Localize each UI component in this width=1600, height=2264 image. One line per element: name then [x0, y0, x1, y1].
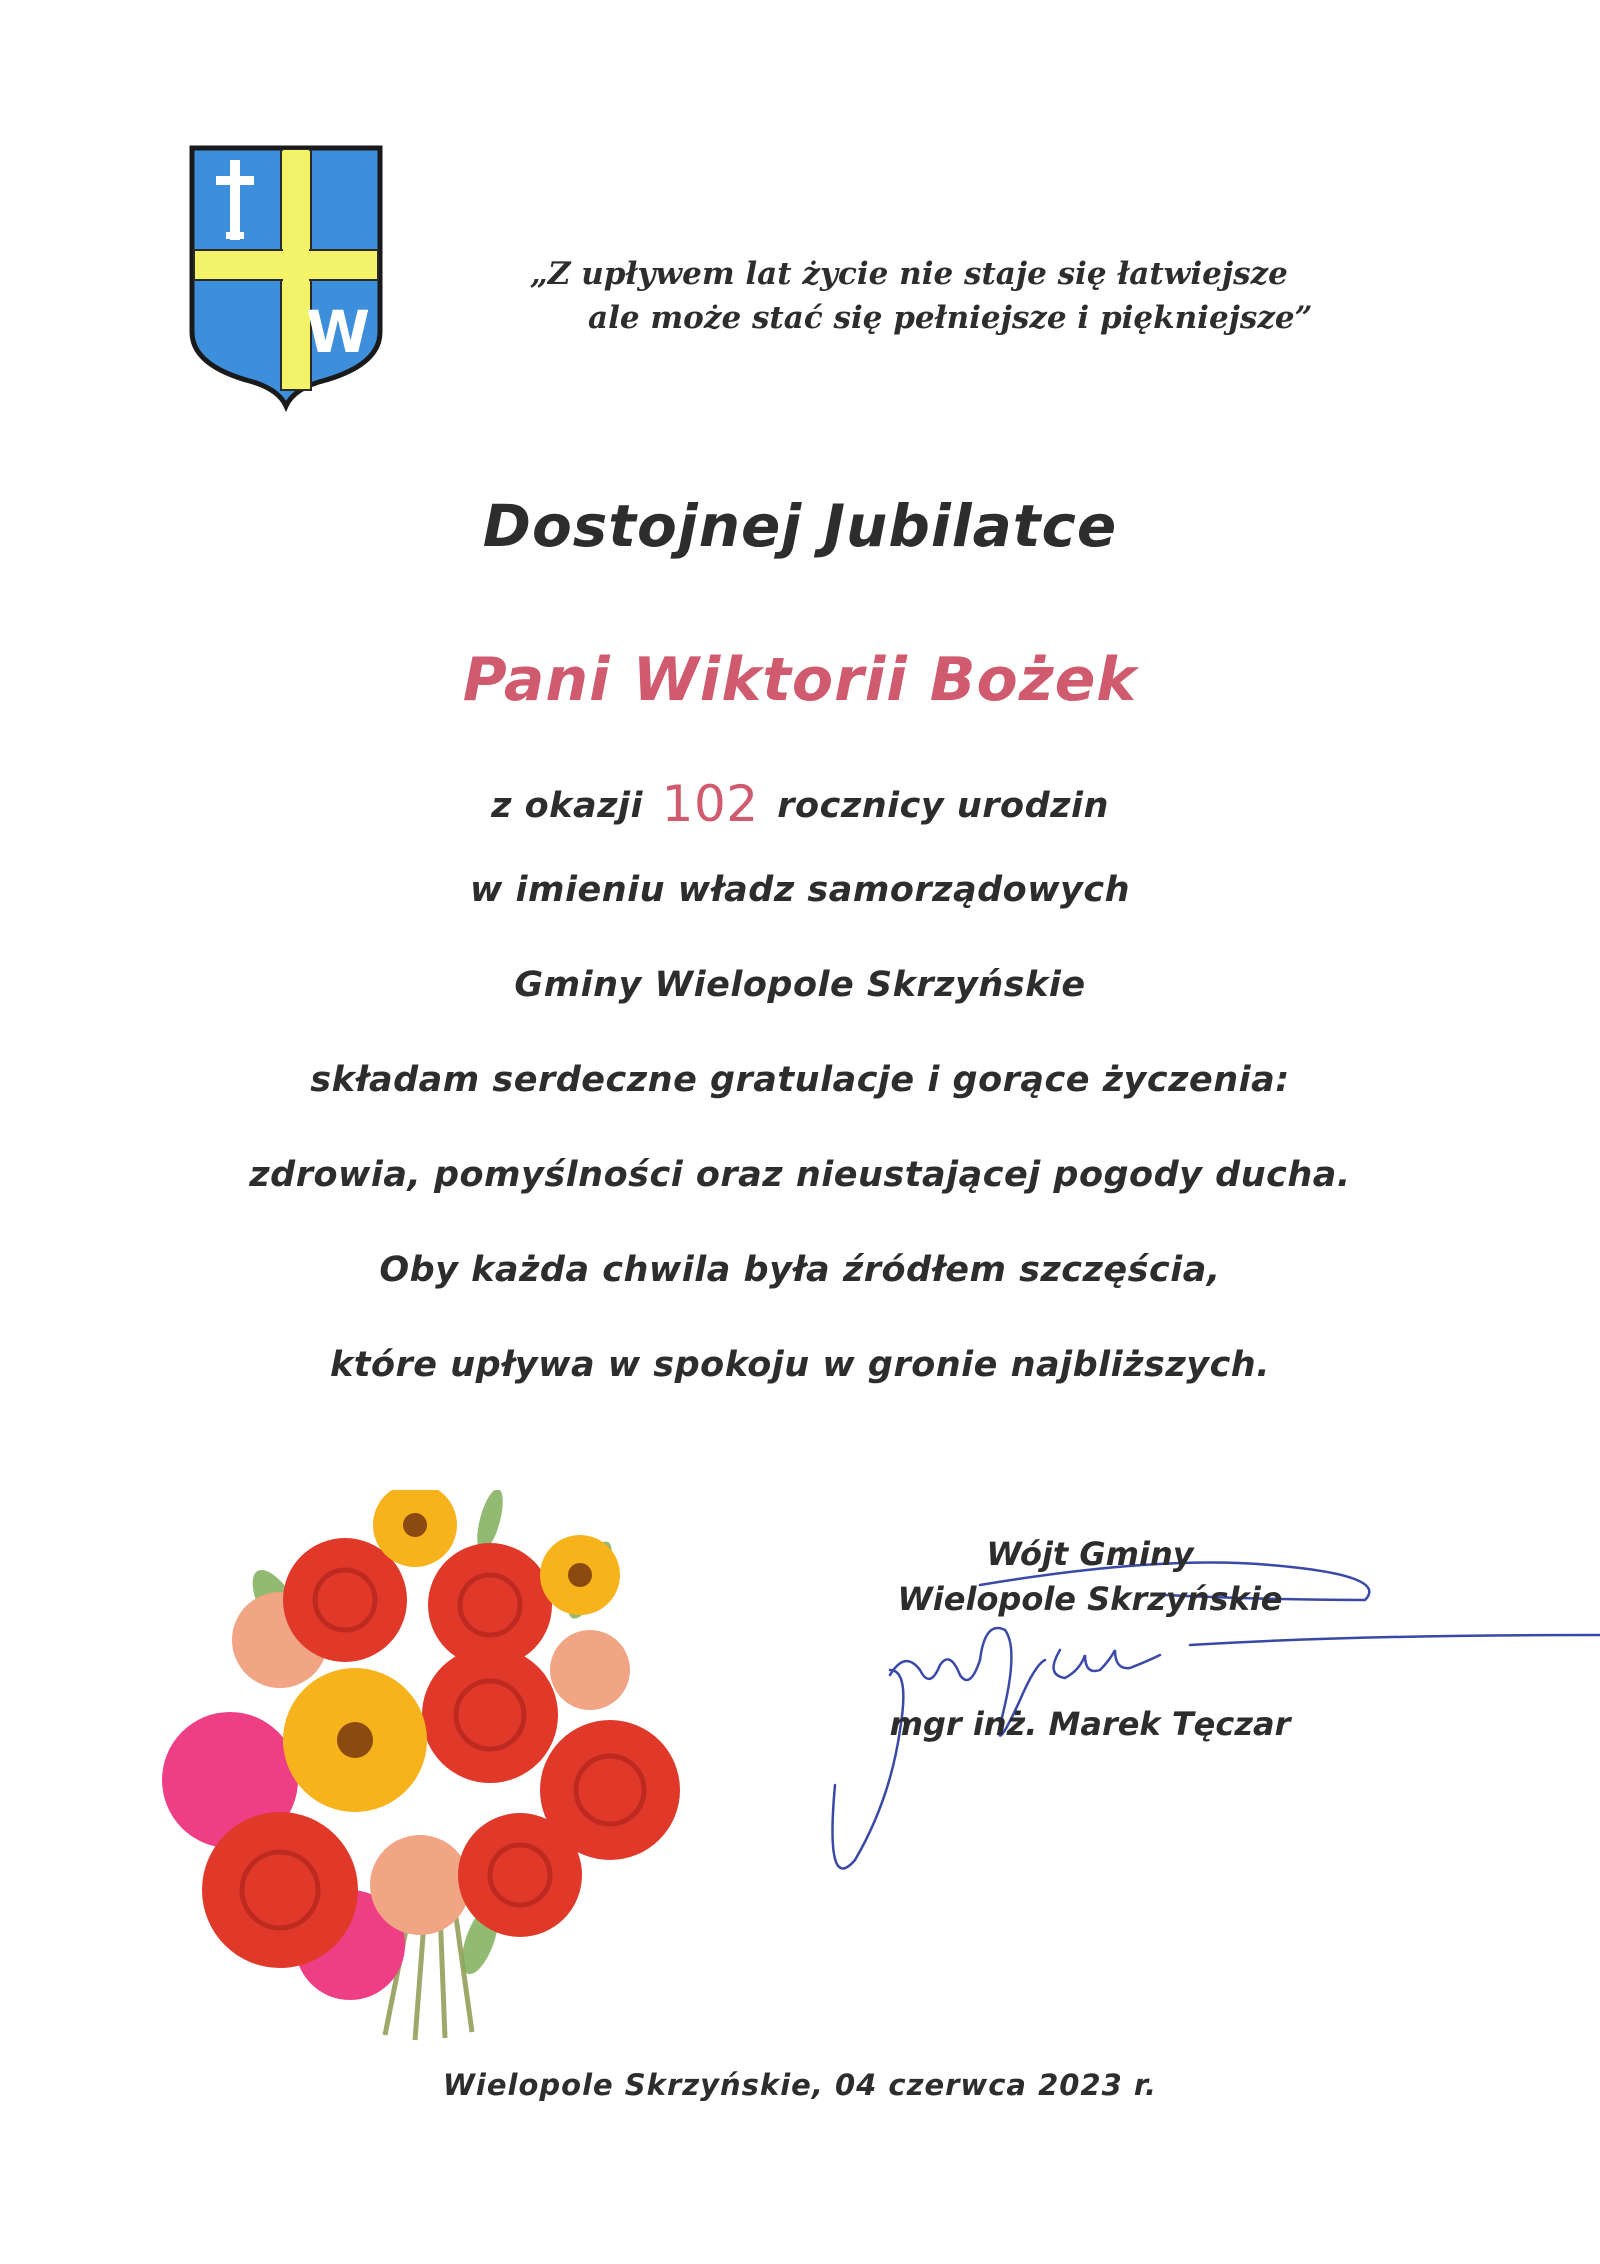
occasion-line: [0, 775, 1600, 833]
heading: Dostojnej Jubilatce: [482, 492, 1118, 560]
motto-line-1: „Z upływem lat życie nie staje się łatwiejsze: [530, 256, 1288, 292]
body-line: Oby każda chwila była źródłem szczęścia,: [379, 1250, 1221, 1290]
motto-line-2: ale może stać się pełniejsze i piękniejsze”: [588, 300, 1313, 336]
signatory-name: mgr inż. Marek Tęczar: [889, 1705, 1291, 1743]
crest-letter: W: [306, 298, 370, 366]
signatory-title-2: Wielopole Skrzyńskie: [897, 1580, 1283, 1618]
coat-of-arms-icon: [186, 142, 386, 412]
body-line: w imieniu władz samorządowych: [469, 870, 1131, 910]
age-number: 102: [661, 775, 759, 833]
body-line: Gminy Wielopole Skrzyńskie: [514, 965, 1086, 1005]
motto-quote: [500, 252, 1370, 340]
place-and-date: Wielopole Skrzyńskie, 04 czerwca 2023 r.: [442, 2068, 1158, 2102]
body-line: które upływa w spokoju w gronie najbliższych.: [329, 1345, 1271, 1385]
occasion-suffix: rocznicy urodzin: [777, 786, 1109, 826]
body-line: składam serdeczne gratulacje i gorące życzenia:: [310, 1060, 1290, 1100]
signatory-title-1: Wójt Gminy: [986, 1535, 1194, 1573]
occasion-prefix: z okazji: [491, 786, 643, 826]
recipient-name: Pani Wiktorii Bożek: [462, 645, 1138, 715]
flower-bouquet-icon: [160, 1490, 740, 2050]
body-line: zdrowia, pomyślności oraz nieustającej pogody ducha.: [249, 1155, 1351, 1195]
